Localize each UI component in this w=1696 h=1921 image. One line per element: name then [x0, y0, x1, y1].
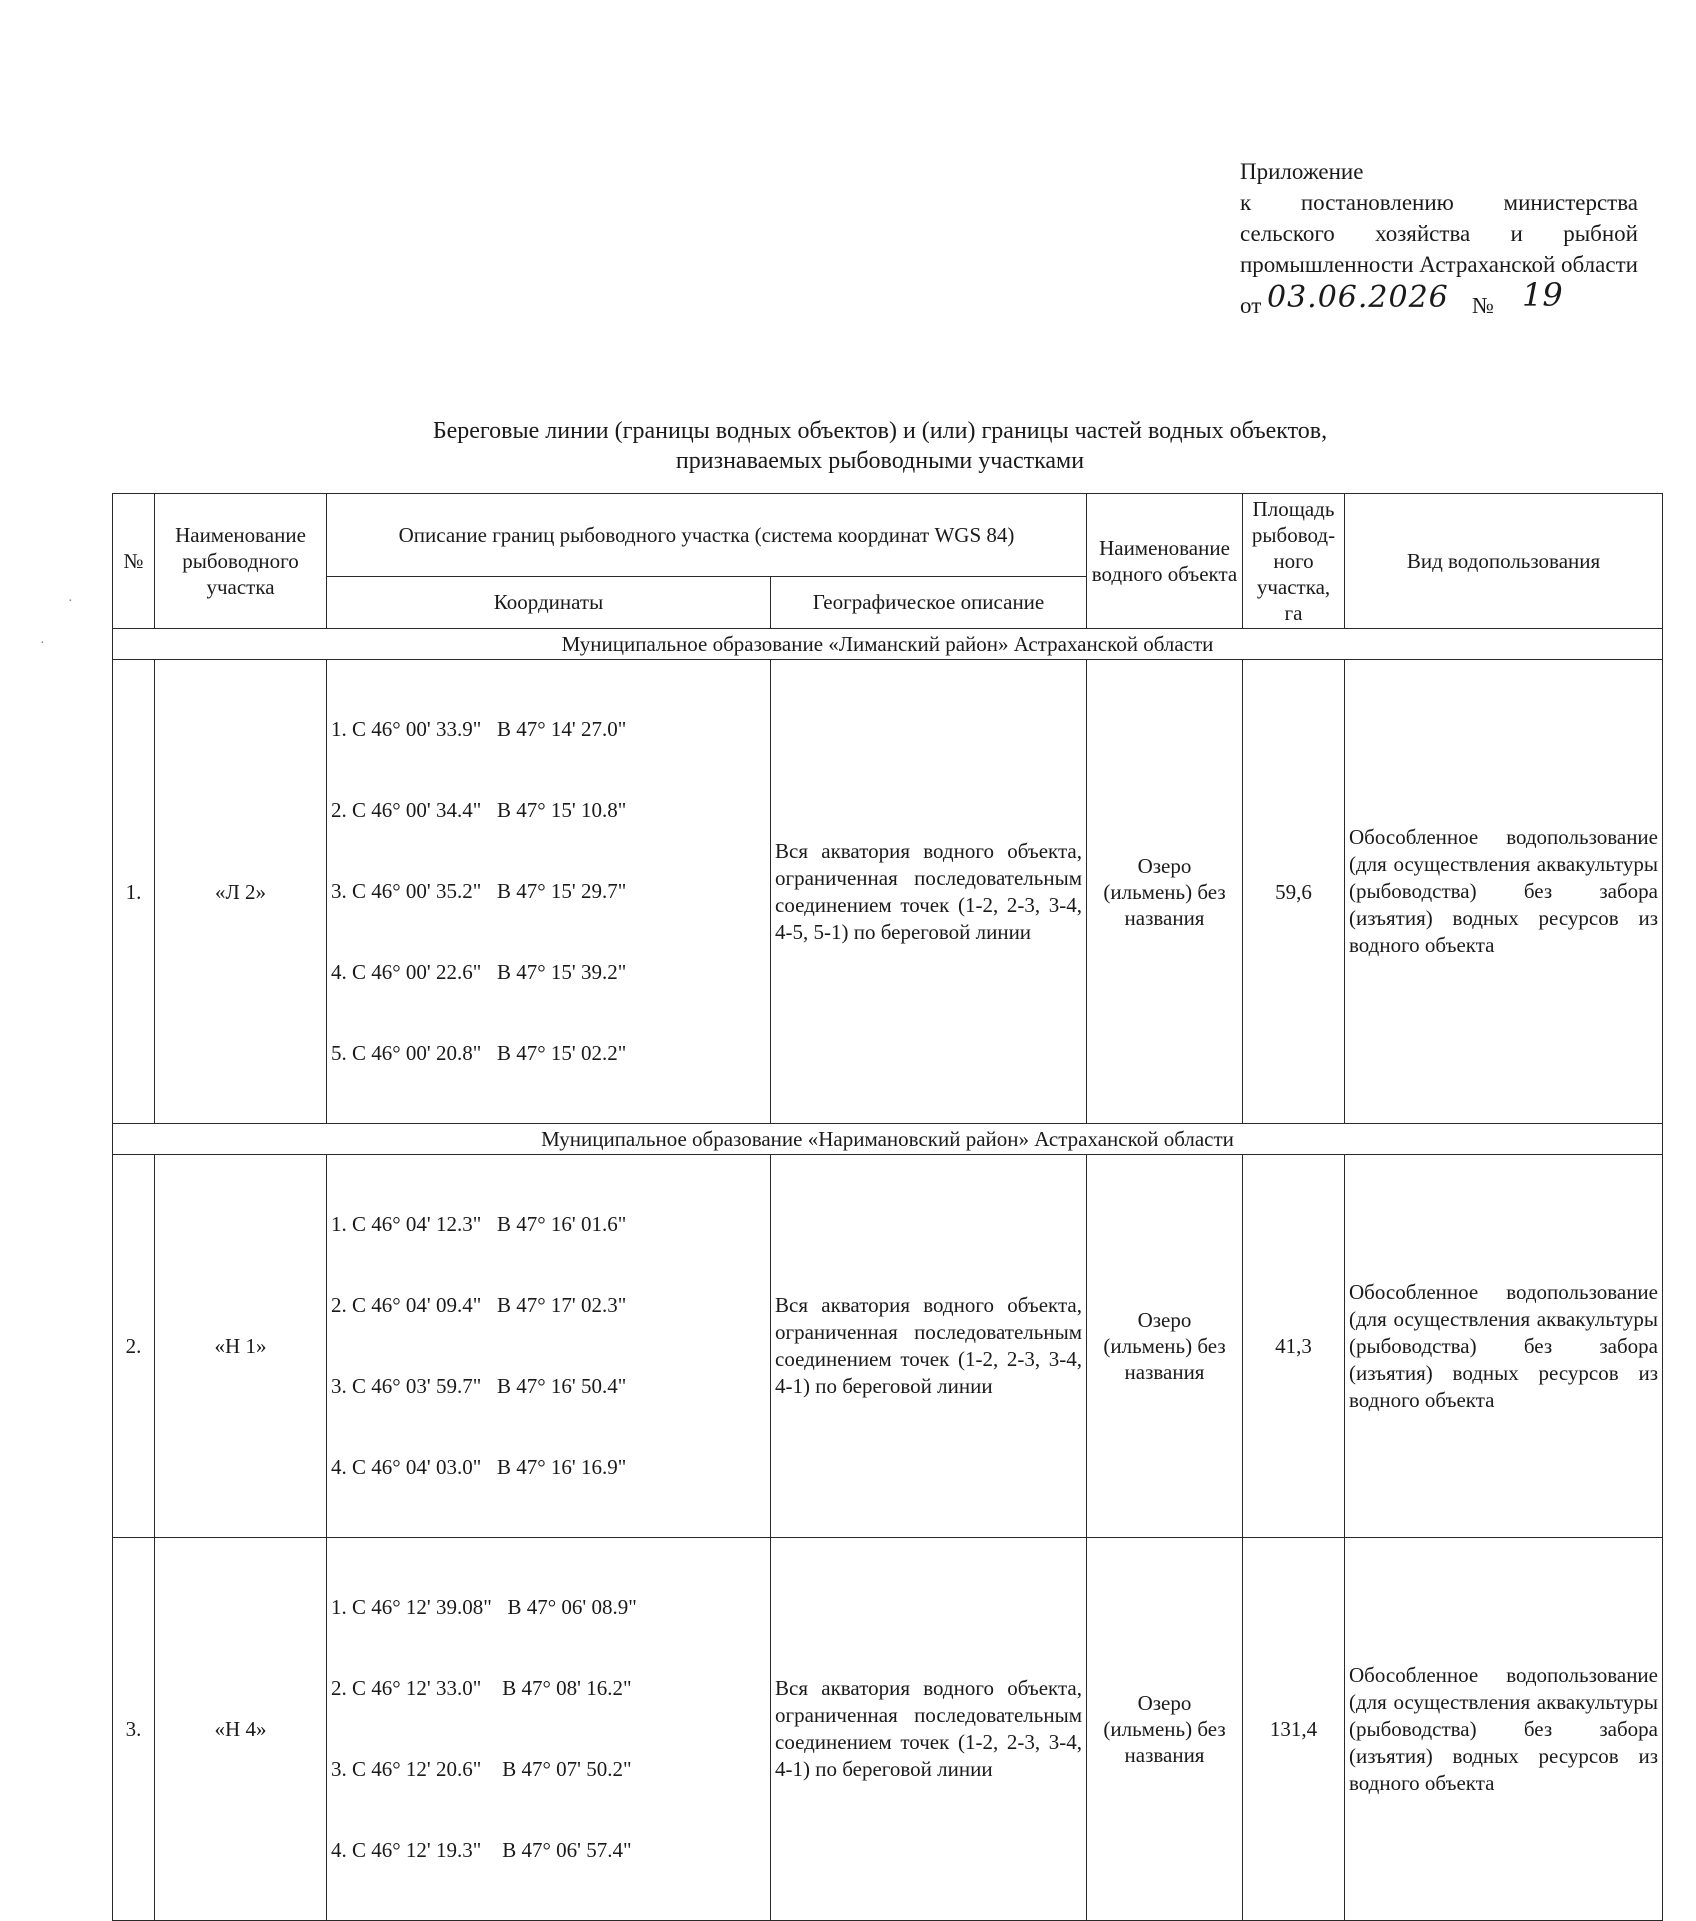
- header-coordinates: Координаты: [327, 576, 771, 628]
- document-title: [340, 416, 1420, 476]
- coordinate-line: 4. С 46° 00' 22.6" В 47° 15' 39.2": [331, 960, 627, 984]
- header-use-type: Вид водопользования: [1345, 494, 1663, 629]
- table-header-row: [113, 494, 1663, 577]
- table-row: [113, 1155, 1663, 1538]
- row-num: 3.: [113, 1538, 155, 1921]
- row-use-type: Обособленное водопользование (для осуществления аквакультуры (рыбоводства) без забора (изъятия) водных ресурсов из водного объекта: [1345, 1538, 1663, 1921]
- handwritten-date: 03.06.2026: [1267, 280, 1449, 315]
- row-coordinates: [327, 1538, 771, 1921]
- row-water-body: Озеро (ильмень) без названия: [1087, 1155, 1243, 1538]
- header-num: №: [113, 494, 155, 629]
- coordinate-line: 3. С 46° 03' 59.7" В 47° 16' 50.4": [331, 1374, 627, 1398]
- row-coordinates: [327, 660, 771, 1124]
- coordinate-line: 4. С 46° 12' 19.3" В 47° 06' 57.4": [331, 1838, 632, 1862]
- section-row: [113, 629, 1663, 660]
- row-plot-name: «Л 2»: [155, 660, 327, 1124]
- row-water-body: Озеро (ильмень) без названия: [1087, 660, 1243, 1124]
- coordinate-line: 2. С 46° 00' 34.4" В 47° 15' 10.8": [331, 798, 627, 822]
- header-boundary-description: Описание границ рыбоводного участка (система координат WGS 84): [327, 494, 1087, 577]
- coordinate-line: 2. С 46° 12' 33.0" В 47° 08' 16.2": [331, 1676, 632, 1700]
- scan-speck: ·: [68, 594, 73, 609]
- header-water-body: Наименование водного объекта: [1087, 494, 1243, 629]
- header-plot-name: Наименование рыбоводного участка: [155, 494, 327, 629]
- date-prefix: от: [1240, 293, 1262, 318]
- coordinate-line: 1. С 46° 00' 33.9" В 47° 14' 27.0": [331, 717, 627, 741]
- coordinate-line: 4. С 46° 04' 03.0" В 47° 16' 16.9": [331, 1455, 627, 1479]
- table-row: [113, 660, 1663, 1124]
- table-row: [113, 1538, 1663, 1921]
- row-num: 2.: [113, 1155, 155, 1538]
- handwritten-number: 19: [1522, 276, 1563, 314]
- document-title-line1: Береговые линии (границы водных объектов) и (или) границы частей водных объектов,: [432, 418, 1328, 444]
- row-area: 131,4: [1243, 1538, 1345, 1921]
- section-title: Муниципальное образование «Наримановский район» Астраханской области: [113, 1124, 1663, 1155]
- coordinate-line: 3. С 46° 12' 20.6" В 47° 07' 50.2": [331, 1757, 632, 1781]
- row-plot-name: «Н 4»: [155, 1538, 327, 1921]
- appendix-title: Приложение: [1240, 159, 1364, 184]
- row-plot-name: «Н 1»: [155, 1155, 327, 1538]
- row-num: 1.: [113, 660, 155, 1124]
- header-geo-description: Географическое описание: [771, 576, 1087, 628]
- row-area: 41,3: [1243, 1155, 1345, 1538]
- section-title: Муниципальное образование «Лиманский район» Астраханской области: [113, 629, 1663, 660]
- appendix-block: [1240, 156, 1638, 326]
- row-geo-description: Вся акватория водного объекта, ограниченная последовательным соединением точек (1-2, 2-3, 3-4, 4-1) по береговой линии: [771, 1155, 1087, 1538]
- row-use-type: Обособленное водопользование (для осуществления аквакультуры (рыбоводства) без забора (изъятия) водных ресурсов из водного объекта: [1345, 1155, 1663, 1538]
- appendix-body: к постановлению министерства сельского хозяйства и рыбной промышленности Астраханской области: [1240, 190, 1638, 277]
- coordinate-line: 3. С 46° 00' 35.2" В 47° 15' 29.7": [331, 879, 627, 903]
- fish-plots-table: [112, 493, 1663, 1921]
- row-geo-description: Вся акватория водного объекта, ограниченная последовательным соединением точек (1-2, 2-3, 3-4, 4-1) по береговой линии: [771, 1538, 1087, 1921]
- row-water-body: Озеро (ильмень) без названия: [1087, 1538, 1243, 1921]
- coordinate-line: 2. С 46° 04' 09.4" В 47° 17' 02.3": [331, 1293, 627, 1317]
- coordinate-line: 1. С 46° 12' 39.08" В 47° 06' 08.9": [331, 1595, 637, 1619]
- number-prefix: №: [1472, 293, 1494, 318]
- row-area: 59,6: [1243, 660, 1345, 1124]
- row-geo-description: Вся акватория водного объекта, ограниченная последовательным соединением точек (1-2, 2-3, 3-4, 4-5, 5-1) по береговой линии: [771, 660, 1087, 1124]
- coordinate-line: 1. С 46° 04' 12.3" В 47° 16' 01.6": [331, 1212, 627, 1236]
- row-coordinates: [327, 1155, 771, 1538]
- document-title-line2: признаваемых рыбоводными участками: [675, 448, 1085, 474]
- scan-speck: ·: [40, 636, 45, 651]
- header-area: Площадь рыбовод- ного участка, га: [1243, 494, 1345, 629]
- row-use-type: Обособленное водопользование (для осуществления аквакультуры (рыбоводства) без забора (изъятия) водных ресурсов из водного объекта: [1345, 660, 1663, 1124]
- appendix-dateline: [1240, 276, 1638, 326]
- coordinate-line: 5. С 46° 00' 20.8" В 47° 15' 02.2": [331, 1041, 627, 1065]
- section-row: [113, 1124, 1663, 1155]
